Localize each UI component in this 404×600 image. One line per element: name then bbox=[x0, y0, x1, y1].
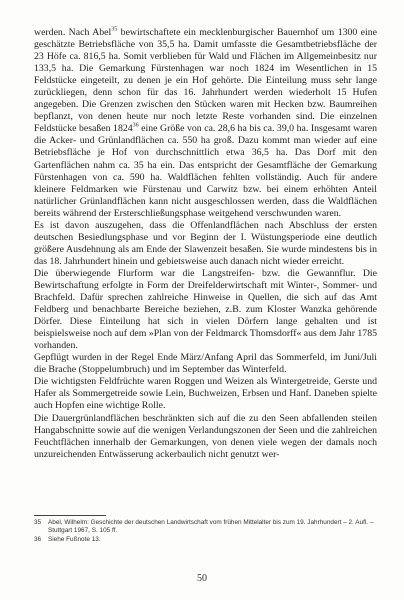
footnote-number: 36 bbox=[34, 535, 42, 543]
paragraph-text: bewirtschaftete ein mecklenburgischer Bauernhof um 1300 eine geschätzte Betriebsfläche von 35,5 ha. Damit umfasste die Gesamtbetriebsfläche der 23 Höfe ca. 816,5 ha. Somit verblieben für Wald und Flächen im Allgemeinbesitz nur 133,5 ha. Die Gemarkung Fürstenhagen war noch 1824 im Wesentlichen in 15 Feldstücke eingeteilt, zu denen je ein Hof gehörte. Die Einteilung muss sehr lange zurückliegen, denn schon für das 16. Jahrhundert werden wiederholt 15 Hufen angegeben. Die Grenzen zwischen den Stücken waren mit Hecken bzw. Baumreihen bepflanzt, von denen heute nur noch letzte Reste vorhanden sind. Die einzelnen Feldstücke besaßen 1824 bbox=[34, 27, 378, 135]
footnote-reference: 35 bbox=[111, 26, 118, 33]
paragraph bbox=[34, 352, 377, 376]
footnote-reference: 36 bbox=[132, 123, 139, 130]
paragraph-text: Gepflügt wurden in der Regel Ende März/Anfang April das Sommerfeld, im Juni/Juli die Brache (Stoppelumbruch) und im September das Winterfeld. bbox=[34, 352, 377, 376]
paragraph-text: Die wichtigsten Feldfrüchte waren Roggen und Weizen als Wintergetreide, Gerste und Hafer als Sommergetreide sowie Lein, Buchweizen, Erbsen und Hanf. Daneben spielte auch Hopfen eine wichtige Rolle. bbox=[34, 376, 377, 412]
paragraph bbox=[34, 268, 377, 352]
footnote bbox=[34, 536, 377, 544]
paragraph-text: Es ist davon auszugehen, dass die Offenlandflächen nach Abschluss der ersten deutschen Besiedlungsphase und vor Beginn der I. Wüstungsperiode eine deutlich größere Ausdehnung als am Ende der Slawenzeit besaßen. Sie wurde mindestens bis in das 18. Jahrhundert hinein und gebietsweise auch danach nicht wieder erreicht. bbox=[34, 219, 377, 267]
paragraph bbox=[34, 27, 377, 220]
paragraph-text: Die überwiegende Flurform war die Langstreifen- bzw. die Gewannflur. Die Bewirtschaftung erfolgte in Form der Dreifelderwirtschaft mit Winter-, Sommer- und Brachfeld. Dafür sprechen zahlreiche Hinweise in Quellen, die sich auf das Amt Feldberg und benachbarte Bereiche beziehen, z.B. zum Kloster Wanzka gehörende Dörfer. Diese Einteilung hat sich in vielen Dörfern lange gehalten und ist beispielsweise noch auf dem »Plan von der Feldmarck Thomsdorff« aus dem Jahr 1785 vorhanden. bbox=[34, 267, 378, 352]
paragraph bbox=[34, 220, 377, 268]
paragraph-text: eine Größe von ca. 28,6 ha bis ca. 39,0 ha. Insgesamt waren die Acker- und Grünlandflächen ca. 550 ha groß. Dazu kommt man wieder auf eine Betriebsfläche je Hof von durchschnittlich etwa 36,5 ha. Das Dorf mit den Gartenflächen nahm ca. 35 ha ein. Das entspricht der Gesamtfläche der Gemarkung Fürstenhagen von ca. 590 ha. Waldflächen fehlten vollständig. Auch für andere kleinere Feldmarken wie Fürstenau und Carwitz bzw. bei einem erhöhten Anteil natürlicher Grünlandflächen kann nicht ausgeschlossen werden, dass die Waldflächen bereits während der Ersterschließungsphase weitgehend verschwunden waren. bbox=[34, 123, 377, 219]
paragraph-text: Die Dauergrünlandflächen beschränkten sich auf die zu den Seen abfallenden steilen Hangabschnitte sowie auf die wenigen Verlandungszonen der Seen und die zahlreichen Feuchtflächen innerhalb der Gemarkungen, von denen viele wegen der damals noch unzureichenden Entwässerung ackerbaulich nicht genutzt wer- bbox=[34, 412, 377, 460]
footnote-number: 35 bbox=[34, 519, 42, 526]
footnotes bbox=[34, 519, 377, 544]
footnote-text: Siehe Fußnote 13. bbox=[48, 535, 101, 543]
paragraph bbox=[34, 376, 377, 412]
paragraph-text: werden. Nach Abel bbox=[34, 27, 112, 38]
paragraph bbox=[34, 413, 377, 461]
footnote-text: Abel, Wilhelm: Geschichte der deutschen Landwirtschaft vom frühen Mittelalter bis zum 19. Jahrhundert – 2. Aufl. – Stuttgart 1967, S. 105 ff. bbox=[48, 519, 374, 535]
body-text bbox=[34, 27, 377, 461]
footnote-separator bbox=[34, 515, 106, 516]
page-number: 50 bbox=[197, 573, 207, 584]
footnote bbox=[34, 519, 377, 536]
